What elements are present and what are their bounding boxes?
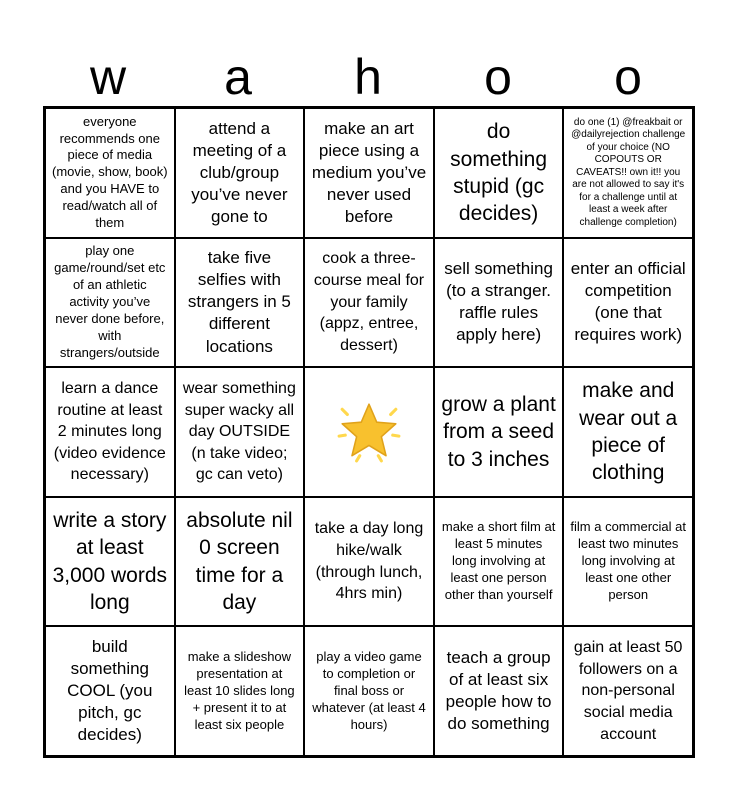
bingo-cell-r1c4[interactable]: do something stupid (gc decides)	[434, 108, 564, 238]
bingo-cell-r2c3[interactable]: cook a three-course meal for your family (appz, entree, dessert)	[304, 238, 434, 368]
bingo-cell-r4c1[interactable]: write a story at least 3,000 words long	[45, 497, 175, 627]
header-letter-a: a	[224, 49, 252, 105]
bingo-cell-r2c5[interactable]: enter an official competition (one that requires work)	[563, 238, 693, 368]
free-space-cell[interactable]	[304, 367, 434, 497]
bingo-board	[43, 106, 695, 758]
bingo-cell-r2c2[interactable]: take five selfies with strangers in 5 different locations	[175, 238, 305, 368]
bingo-cell-r1c2[interactable]: attend a meeting of a club/group you’ve never gone to	[175, 108, 305, 238]
bingo-cell-r3c4[interactable]: grow a plant from a seed to 3 inches	[434, 367, 564, 497]
bingo-cell-r5c1[interactable]: build something COOL (you pitch, gc decides)	[45, 626, 175, 756]
bingo-cell-r1c3[interactable]: make an art piece using a medium you’ve never used before	[304, 108, 434, 238]
bingo-cell-r3c5[interactable]: make and wear out a piece of clothing	[563, 367, 693, 497]
star-icon	[336, 399, 402, 465]
bingo-cell-r4c5[interactable]: film a commercial at least two minutes long involving at least one other person	[563, 497, 693, 627]
bingo-cell-r4c4[interactable]: make a short film at least 5 minutes long involving at least one person other than yourself	[434, 497, 564, 627]
bingo-cell-r5c4[interactable]: teach a group of at least six people how to do something	[434, 626, 564, 756]
bingo-cell-r5c2[interactable]: make a slideshow presentation at least 10 slides long + present it to at least six people	[175, 626, 305, 756]
bingo-cell-r3c2[interactable]: wear something super wacky all day OUTSIDE (n take video; gc can veto)	[175, 367, 305, 497]
bingo-cell-r5c3[interactable]: play a video game to completion or final boss or whatever (at least 4 hours)	[304, 626, 434, 756]
bingo-cell-r2c1[interactable]: play one game/round/set etc of an athletic activity you’ve never done before, with strangers/outside	[45, 238, 175, 368]
header-letter-o-2: o	[614, 49, 642, 105]
bingo-cell-r5c5[interactable]: gain at least 50 followers on a non-personal social media account	[563, 626, 693, 756]
header-letter-h: h	[354, 49, 382, 105]
header-letter-w: w	[89, 49, 127, 105]
bingo-cell-r3c1[interactable]: learn a dance routine at least 2 minutes long (video evidence necessary)	[45, 367, 175, 497]
bingo-cell-r4c3[interactable]: take a day long hike/walk (through lunch, 4hrs min)	[304, 497, 434, 627]
bingo-header	[43, 48, 693, 106]
bingo-cell-r4c2[interactable]: absolute nil 0 screen time for a day	[175, 497, 305, 627]
bingo-cell-r2c4[interactable]: sell something (to a stranger. raffle rules apply here)	[434, 238, 564, 368]
bingo-cell-r1c1[interactable]: everyone recommends one piece of media (movie, show, book) and you HAVE to read/watch all of them	[45, 108, 175, 238]
bingo-cell-r1c5[interactable]: do one (1) @freakbait or @dailyrejection challenge of your choice (NO COPOUTS OR CAVEATS!! own it!! you are not allowed to say it's for a challenge until at least a week after challenge completion)	[563, 108, 693, 238]
header-letter-o: o	[484, 49, 512, 105]
